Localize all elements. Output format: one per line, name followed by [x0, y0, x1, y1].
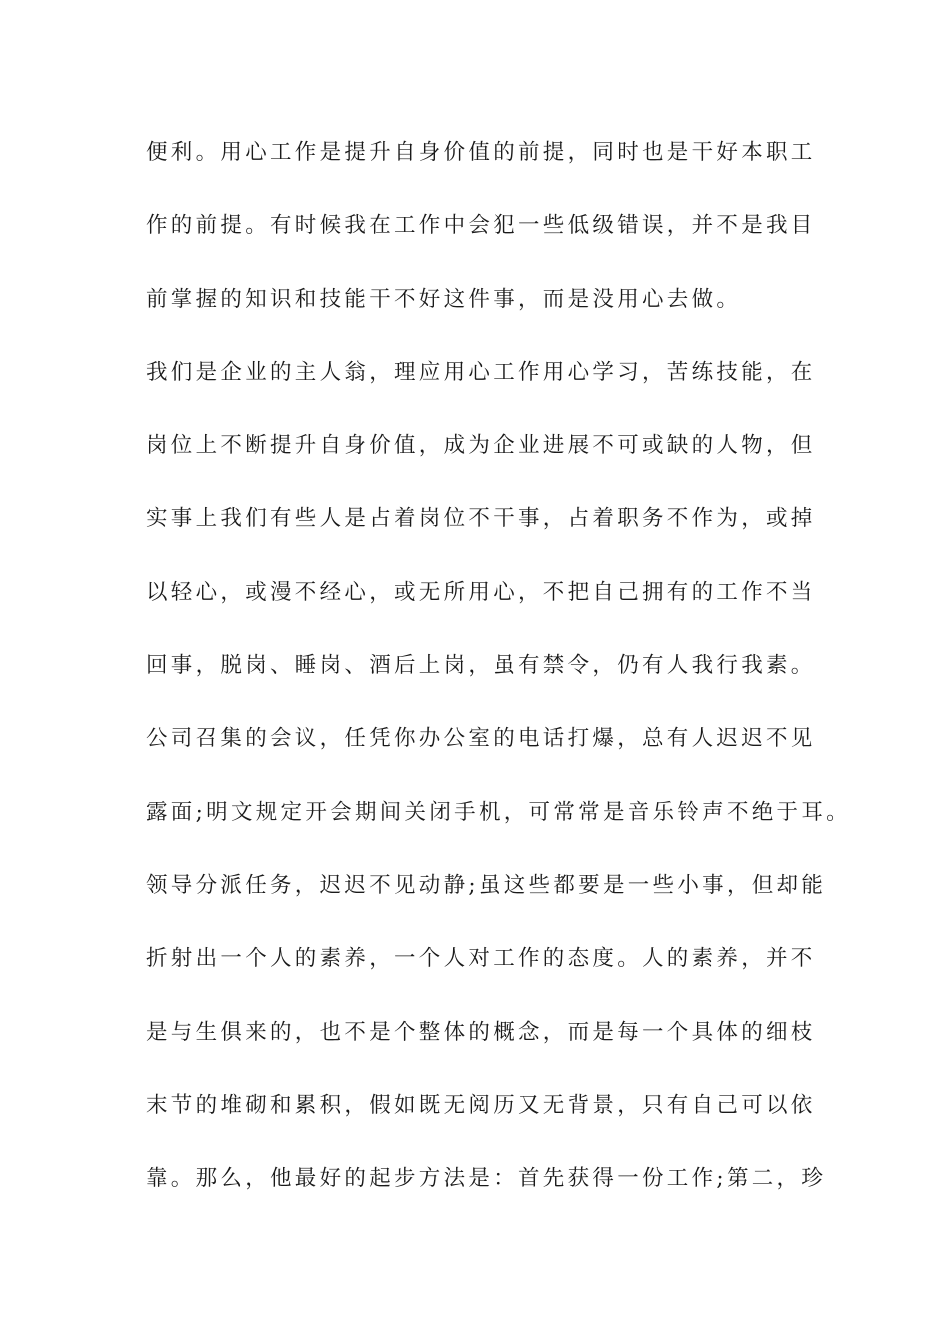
text-line: 公司召集的会议，任凭你办公室的电话打爆，总有人迟迟不见 — [146, 726, 816, 752]
text-line: 领导分派任务，迟迟不见动静;虽这些都要是一些小事，但却能 — [146, 872, 827, 898]
text-line: 便利。用心工作是提升自身价值的前提，同时也是干好本职工 — [146, 140, 816, 165]
text-line: 岗位上不断提升自身价值，成为企业进展不可或缺的人物，但 — [146, 433, 816, 459]
text-line: 露面;明文规定开会期间关闭手机，可常常是音乐铃声不绝于耳。 — [146, 799, 851, 825]
text-line: 折射出一个人的素养，一个人对工作的态度。人的素养，并不 — [146, 946, 816, 972]
text-line: 作的前提。有时候我在工作中会犯一些低级错误，并不是我目 — [146, 213, 816, 239]
text-line: 末节的堆砌和累积，假如既无阅历又无背景，只有自己可以依 — [146, 1092, 816, 1118]
text-line: 前掌握的知识和技能干不好这件事，而是没用心去做。 — [146, 286, 742, 312]
text-line: 我们是企业的主人翁，理应用心工作用心学习，苦练技能，在 — [146, 359, 816, 385]
text-line: 靠。那么，他最好的起步方法是：首先获得一份工作;第二，珍 — [146, 1166, 827, 1192]
text-line: 回事，脱岗、睡岗、酒后上岗，虽有禁令，仍有人我行我素。 — [146, 653, 816, 679]
text-line: 实事上我们有些人是占着岗位不干事，占着职务不作为，或掉 — [146, 506, 816, 532]
text-line: 是与生俱来的，也不是个整体的概念，而是每一个具体的细枝 — [146, 1019, 816, 1045]
body-text — [146, 128, 851, 1227]
text-line: 以轻心，或漫不经心，或无所用心，不把自己拥有的工作不当 — [146, 579, 816, 605]
